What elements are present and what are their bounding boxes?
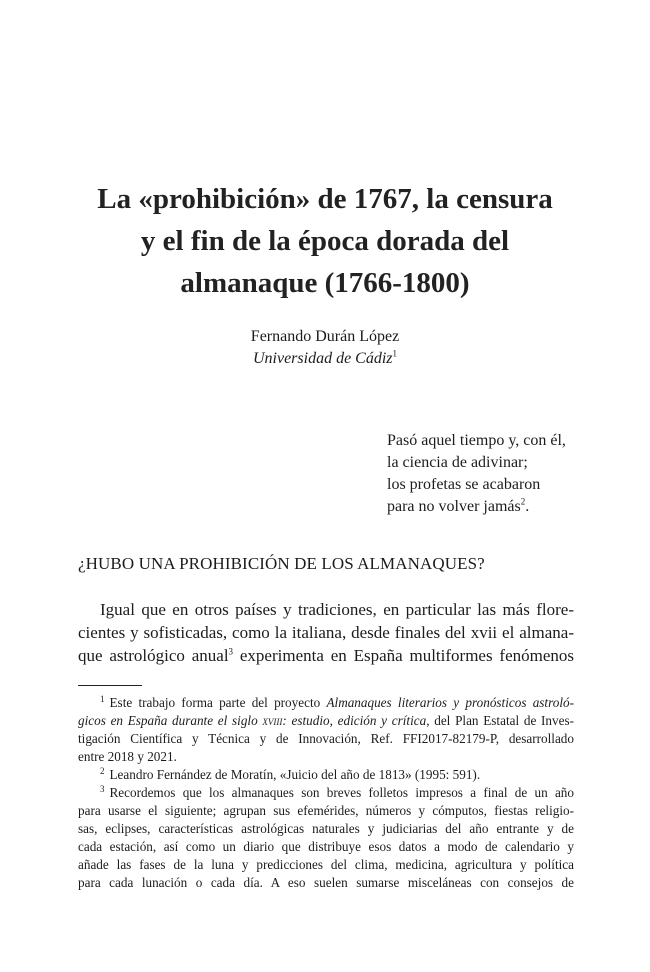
affiliation-text: Universidad de Cádiz	[252, 350, 393, 367]
footnote-line: para usarse el siguiente; agrupan sus efemérides, números y cómputos, fiestas religio-	[78, 803, 574, 818]
footnote-number: 1	[100, 693, 105, 704]
footnote-text: , del Plan Estatal de Inves-	[426, 713, 574, 728]
footnote-text: gicos en España durante el siglo	[78, 713, 263, 728]
footnote-text: Este trabajo forma parte del proyecto	[109, 695, 327, 710]
epigraph-text: para no volver jamás	[387, 498, 521, 515]
footnote-text: Recordemos que los almanaques son breves folletos impresos a final de un año	[109, 785, 574, 800]
footnote-number: 3	[100, 783, 105, 794]
footnote-1	[78, 694, 574, 712]
footnote-ref: 1	[392, 348, 398, 359]
footnotes	[78, 694, 574, 892]
footnote-number: 2	[100, 765, 105, 776]
body-text: experimenta en España multiformes fenómenos	[233, 646, 574, 665]
section-heading: ¿HUBO UNA PROHIBICIÓN DE LOS ALMANAQUES?	[78, 554, 485, 573]
title-line: y el fin de la época dorada del	[140, 225, 510, 257]
footnote-line: sas, eclipses, características astrológicas naturales y judiciarias del año entrante y de	[78, 821, 574, 836]
footnote-line: añade las fases de la luna y predicciones del clima, medicina, agricultura y política	[78, 857, 574, 872]
epigraph-line: los profetas se acabaron	[387, 476, 541, 493]
epigraph-line: la ciencia de adivinar;	[387, 454, 528, 471]
footnote-text: xviii	[262, 713, 283, 728]
footnote-3	[78, 784, 574, 802]
body-text: que astrológico anual	[78, 646, 229, 665]
footnote-text: Leandro Fernández de Moratín, «Juicio del año de 1813» (1995: 591).	[109, 767, 481, 782]
author-block	[0, 326, 650, 370]
title-line: La «prohibición» de 1767, la censura	[97, 183, 553, 215]
epigraph-line: para no volver jamás$^2$.	[387, 496, 530, 515]
footnote-ref: 2	[520, 496, 526, 507]
epigraph-line: Pasó aquel tiempo y, con él,	[387, 432, 566, 449]
footnote-line: cada estación, así como un diario que distribuye esos datos a modo de calendario y	[78, 839, 574, 854]
author-affiliation	[0, 348, 650, 370]
footnote-ref: 3	[228, 646, 234, 657]
footnote-text: Almanaques literarios y pronósticos astroló-	[326, 695, 574, 710]
author-name: Fernando Durán López	[250, 328, 400, 345]
footnote-line	[78, 712, 574, 730]
body-line: Igual que en otros países y tradiciones, en particular las más flore-	[100, 600, 574, 619]
footnote-line: entre 2018 y 2021.	[78, 749, 177, 764]
footnote-separator	[78, 685, 142, 686]
body-line	[78, 644, 574, 667]
chapter-title	[80, 178, 570, 304]
body-paragraph	[78, 598, 574, 667]
footnote-text: : estudio, edición y crítica	[282, 713, 427, 728]
footnote-line: para cada lunación o cada día. A eso suelen sumarse misceláneas con consejos de	[78, 875, 574, 890]
body-line: cientes y sofisticadas, como la italiana, desde finales del xvii el almana-	[78, 623, 574, 642]
footnote-line: tigación Científica y Técnica y de Innovación, Ref. FFI2017-82179-P, desarrollado	[78, 731, 574, 746]
footnote-2	[78, 766, 574, 784]
title-line: almanaque (1766-1800)	[180, 267, 470, 299]
epigraph	[387, 430, 566, 518]
